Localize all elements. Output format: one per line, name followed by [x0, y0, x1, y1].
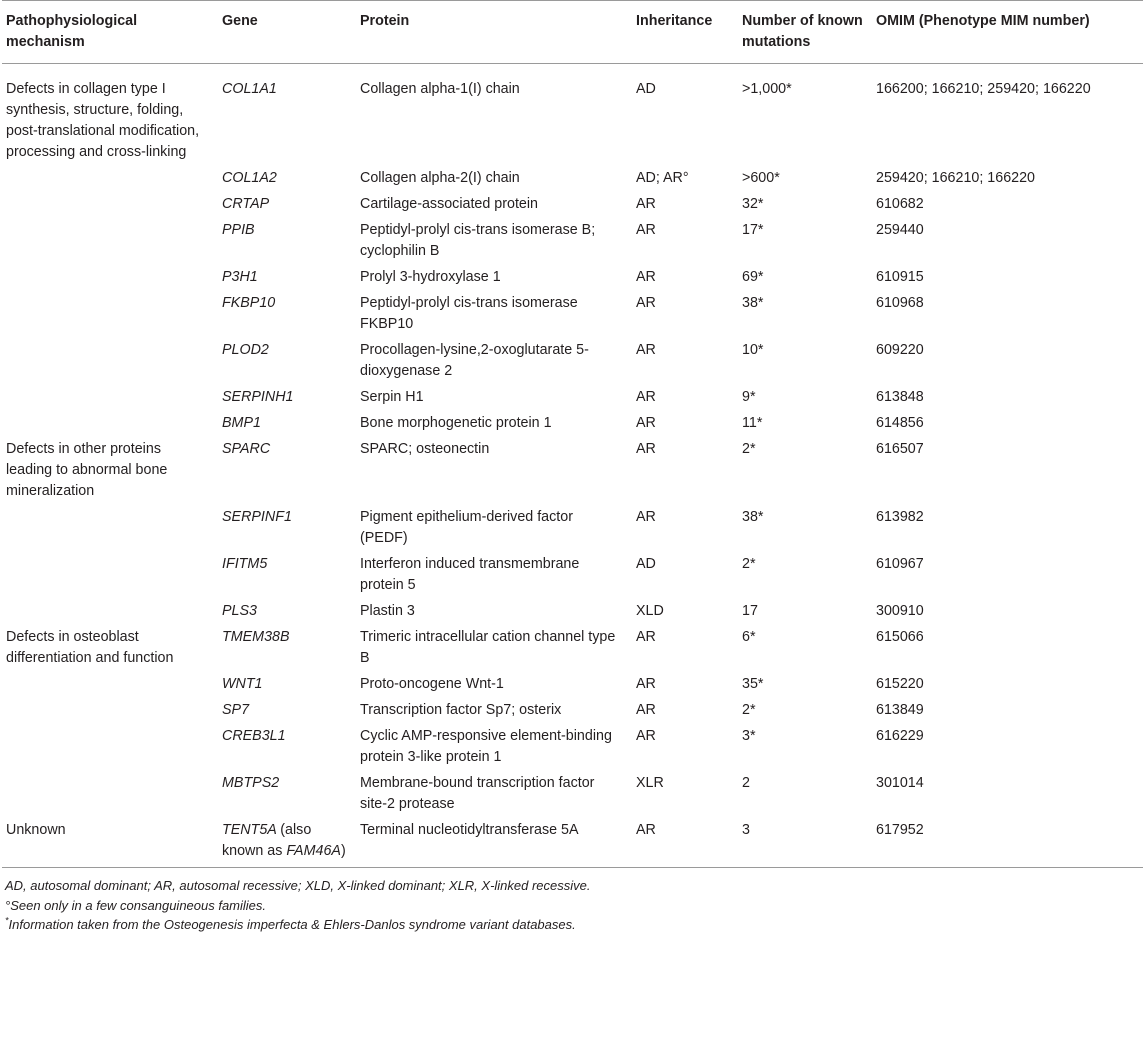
gene-symbol: PLS3: [222, 603, 257, 619]
table-row: [2, 264, 1143, 290]
header-gene: Gene: [222, 13, 258, 29]
table-row: [2, 624, 1143, 671]
cell-omim: 617952: [876, 822, 924, 838]
gene-symbol: TMEM38B: [222, 629, 290, 645]
cell-gene: [218, 337, 356, 384]
cell-gene: [218, 264, 356, 290]
cell-mechanism: [2, 337, 218, 384]
cell-gene: [218, 598, 356, 624]
cell-protein: Terminal nucleotidyltransferase 5A: [360, 822, 579, 838]
cell-protein: Procollagen-lysine,2-oxoglutarate 5-dioxygenase 2: [360, 342, 589, 379]
cell-inheritance: AR: [636, 509, 656, 525]
table-row: [2, 504, 1143, 551]
cell-inheritance: AR: [636, 728, 656, 744]
cell-protein: Serpin H1: [360, 389, 424, 405]
cell-mechanism: [2, 598, 218, 624]
gene-symbol: MBTPS2: [222, 775, 280, 791]
cell-mechanism: Unknown: [6, 822, 66, 838]
header-inheritance: Inheritance: [636, 13, 713, 29]
gene-symbol: SP7: [222, 702, 250, 718]
table-row: [2, 290, 1143, 337]
cell-gene: [218, 723, 356, 770]
cell-mechanism: [2, 723, 218, 770]
gene-symbol: TENT5A: [222, 822, 277, 838]
table-row: [2, 217, 1143, 264]
cell-protein: Cartilage-associated protein: [360, 196, 539, 212]
cell-mechanism: [2, 551, 218, 598]
gene-symbol: CREB3L1: [222, 728, 286, 744]
table-footnotes: [0, 868, 1145, 935]
cell-inheritance: AD: [636, 556, 656, 572]
cell-mechanism: [2, 290, 218, 337]
cell-mutations: 17: [742, 603, 758, 619]
cell-protein: Trimeric intracellular cation channel type B: [360, 629, 616, 666]
table-row: [2, 64, 1143, 166]
table-row: [2, 551, 1143, 598]
cell-omim: 613849: [876, 702, 924, 718]
cell-inheritance: AR: [636, 822, 656, 838]
cell-mutations: >1,000*: [742, 81, 792, 97]
cell-inheritance: AR: [636, 196, 656, 212]
table-header: [2, 1, 1143, 64]
gene-symbol: PPIB: [222, 222, 255, 238]
cell-omim: 166200; 166210; 259420; 166220: [876, 81, 1091, 97]
footnote-source-mark: *: [5, 915, 9, 926]
cell-omim: 613848: [876, 389, 924, 405]
cell-inheritance: AR: [636, 415, 656, 431]
cell-mechanism: [2, 165, 218, 191]
header-mutations: Number of known mutations: [742, 13, 863, 50]
cell-mechanism: [2, 264, 218, 290]
cell-mutations: 2: [742, 775, 750, 791]
cell-omim: 259420; 166210; 166220: [876, 170, 1036, 186]
gene-note-suffix: ): [340, 843, 346, 859]
cell-gene: [218, 384, 356, 410]
cell-protein: Collagen alpha-2(I) chain: [360, 170, 520, 186]
cell-mutations: 3*: [742, 728, 756, 744]
cell-protein: Pigment epithelium-derived factor (PEDF): [360, 509, 573, 546]
table-body: [2, 64, 1143, 868]
cell-mechanism: Defects in collagen type I synthesis, structure, folding, post-translational modification, processing and cross-linking: [6, 81, 200, 160]
cell-mutations: 10*: [742, 342, 764, 358]
cell-omim: 616229: [876, 728, 924, 744]
cell-gene: [218, 290, 356, 337]
cell-omim: 301014: [876, 775, 924, 791]
cell-protein: Collagen alpha-1(I) chain: [360, 81, 520, 97]
cell-gene: [218, 165, 356, 191]
cell-mutations: 6*: [742, 629, 756, 645]
cell-mutations: 2*: [742, 441, 756, 457]
cell-inheritance: AR: [636, 441, 656, 457]
cell-protein: Prolyl 3-hydroxylase 1: [360, 269, 501, 285]
header-protein: Protein: [360, 13, 410, 29]
gene-alias: FAM46A: [286, 843, 341, 859]
cell-mechanism: Defects in other proteins leading to abnormal bone mineralization: [6, 441, 168, 499]
cell-mutations: 38*: [742, 295, 764, 311]
gene-symbol: IFITM5: [222, 556, 268, 572]
cell-mutations: >600*: [742, 170, 780, 186]
footnote-abbreviations: AD, autosomal dominant; AR, autosomal recessive; XLD, X-linked dominant; XLR, X-linked recessive.: [5, 878, 591, 893]
table-row: [2, 817, 1143, 868]
cell-mutations: 17*: [742, 222, 764, 238]
footnote-source: [5, 915, 1145, 935]
gene-symbol: WNT1: [222, 676, 263, 692]
cell-mutations: 69*: [742, 269, 764, 285]
gene-note-prefix: (also known as: [222, 822, 312, 859]
header-row: [2, 1, 1143, 64]
cell-omim: 610682: [876, 196, 924, 212]
cell-gene: [218, 64, 356, 166]
cell-omim: 614856: [876, 415, 924, 431]
cell-inheritance: XLD: [636, 603, 664, 619]
table-row: [2, 671, 1143, 697]
cell-mechanism: [2, 217, 218, 264]
gene-symbol: SERPINH1: [222, 389, 294, 405]
cell-protein: Cyclic AMP-responsive element-binding protein 3-like protein 1: [360, 728, 612, 765]
cell-omim: 610968: [876, 295, 924, 311]
cell-gene: [218, 817, 356, 868]
gene-symbol: P3H1: [222, 269, 258, 285]
cell-inheritance: AD; AR°: [636, 170, 689, 186]
gene-symbol: FKBP10: [222, 295, 276, 311]
cell-mutations: 11*: [742, 415, 763, 431]
gene-table: [2, 0, 1143, 868]
gene-symbol: COL1A2: [222, 170, 277, 186]
cell-inheritance: AR: [636, 222, 656, 238]
footnote-consanguineous: °Seen only in a few consanguineous families.: [5, 897, 267, 913]
cell-mutations: 2*: [742, 556, 756, 572]
cell-omim: 615220: [876, 676, 924, 692]
cell-mutations: 32*: [742, 196, 764, 212]
header-omim: OMIM (Phenotype MIM number): [876, 13, 1090, 29]
table-row: [2, 770, 1143, 817]
cell-protein: Proto-oncogene Wnt-1: [360, 676, 504, 692]
table-row: [2, 337, 1143, 384]
cell-gene: [218, 504, 356, 551]
cell-gene: [218, 624, 356, 671]
gene-symbol: SPARC: [222, 441, 271, 457]
cell-gene: [218, 217, 356, 264]
cell-mechanism: [2, 410, 218, 436]
cell-mechanism: [2, 697, 218, 723]
cell-mechanism: Defects in osteoblast differentiation and function: [6, 629, 174, 666]
cell-mechanism: [2, 504, 218, 551]
cell-inheritance: AR: [636, 342, 656, 358]
cell-omim: 259440: [876, 222, 924, 238]
cell-mutations: 2*: [742, 702, 756, 718]
cell-protein: Transcription factor Sp7; osterix: [360, 702, 562, 718]
cell-mutations: 38*: [742, 509, 764, 525]
cell-inheritance: AR: [636, 702, 656, 718]
table-row: [2, 384, 1143, 410]
cell-protein: Membrane-bound transcription factor site-2 protease: [360, 775, 595, 812]
cell-protein: Bone morphogenetic protein 1: [360, 415, 552, 431]
gene-symbol: PLOD2: [222, 342, 269, 358]
cell-mutations: 9*: [742, 389, 756, 405]
gene-symbol: BMP1: [222, 415, 261, 431]
cell-gene: [218, 410, 356, 436]
cell-mechanism: [2, 671, 218, 697]
cell-gene: [218, 770, 356, 817]
cell-omim: 615066: [876, 629, 924, 645]
gene-symbol: CRTAP: [222, 196, 270, 212]
cell-gene: [218, 697, 356, 723]
gene-symbol: COL1A1: [222, 81, 277, 97]
cell-protein: Interferon induced transmembrane protein 5: [360, 556, 580, 593]
cell-omim: 610915: [876, 269, 924, 285]
cell-inheritance: AD: [636, 81, 656, 97]
table-row: [2, 191, 1143, 217]
header-mechanism: Pathophysiological mechanism: [6, 13, 138, 50]
cell-omim: 613982: [876, 509, 924, 525]
table-row: [2, 697, 1143, 723]
cell-gene: [218, 551, 356, 598]
gene-symbol: SERPINF1: [222, 509, 292, 525]
cell-protein: Peptidyl-prolyl cis-trans isomerase FKBP10: [360, 295, 578, 332]
cell-omim: 300910: [876, 603, 924, 619]
cell-inheritance: AR: [636, 295, 656, 311]
cell-protein: Plastin 3: [360, 603, 415, 619]
cell-gene: [218, 436, 356, 504]
table-row: [2, 436, 1143, 504]
cell-gene: [218, 671, 356, 697]
cell-mutations: 3: [742, 822, 750, 838]
cell-omim: 616507: [876, 441, 924, 457]
cell-mechanism: [2, 384, 218, 410]
cell-omim: 609220: [876, 342, 924, 358]
cell-inheritance: XLR: [636, 775, 664, 791]
cell-mechanism: [2, 191, 218, 217]
cell-inheritance: AR: [636, 676, 656, 692]
cell-inheritance: AR: [636, 269, 656, 285]
table-row: [2, 165, 1143, 191]
cell-gene: [218, 191, 356, 217]
cell-inheritance: AR: [636, 389, 656, 405]
cell-protein: Peptidyl-prolyl cis-trans isomerase B; cyclophilin B: [360, 222, 596, 259]
footnote-source-text: Information taken from the Osteogenesis imperfecta & Ehlers-Danlos syndrome variant databases.: [8, 917, 576, 932]
cell-inheritance: AR: [636, 629, 656, 645]
table-row: [2, 598, 1143, 624]
table-row: [2, 723, 1143, 770]
cell-omim: 610967: [876, 556, 924, 572]
table-row: [2, 410, 1143, 436]
cell-mutations: 35*: [742, 676, 764, 692]
cell-protein: SPARC; osteonectin: [360, 441, 490, 457]
cell-mechanism: [2, 770, 218, 817]
